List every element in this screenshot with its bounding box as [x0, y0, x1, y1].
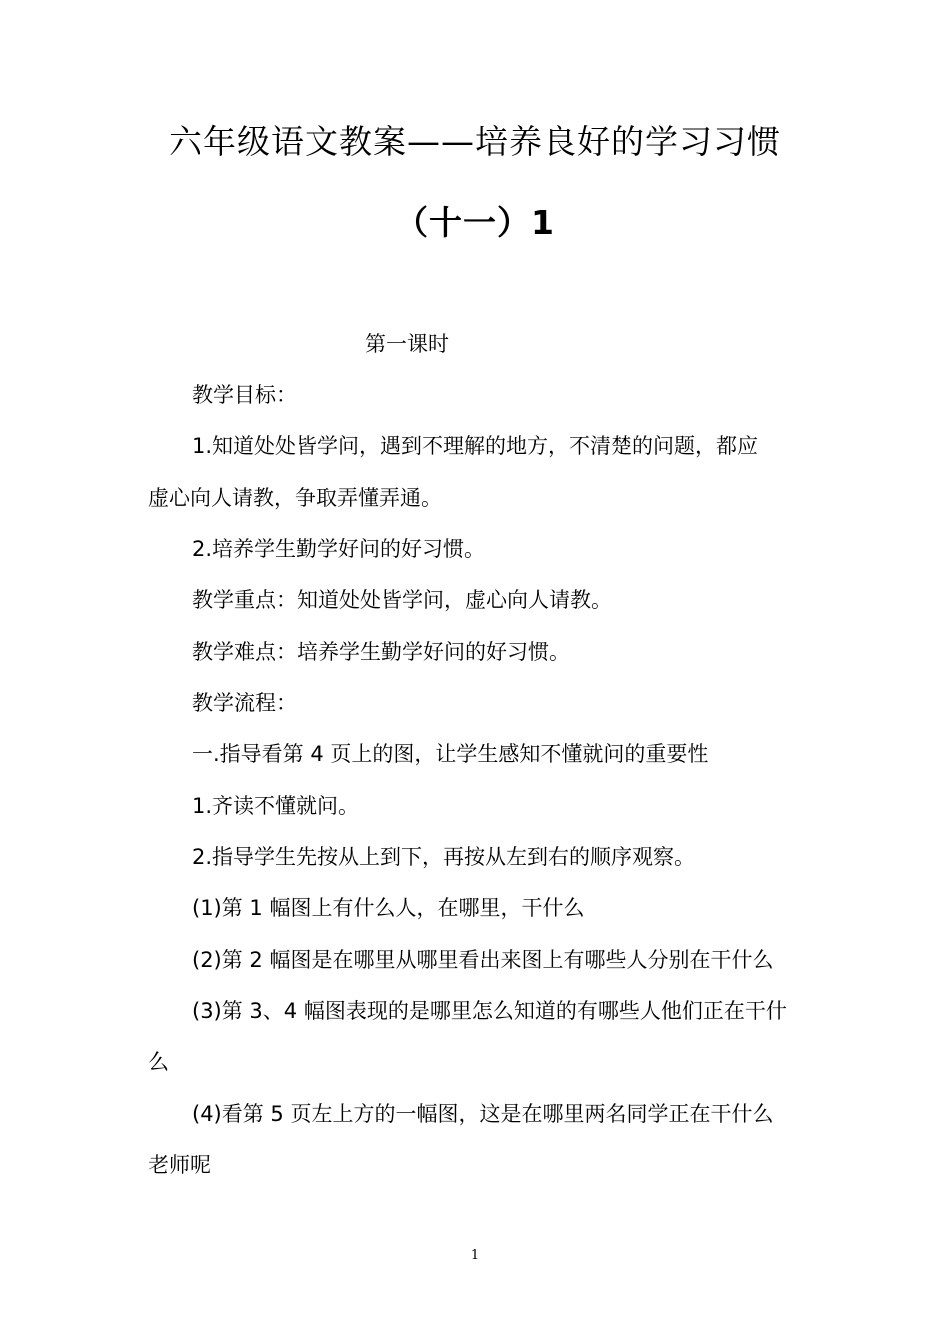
paragraph-line: 一.指导看第 4 页上的图，让学生感知不懂就问的重要性: [192, 742, 709, 766]
teaching-difficulty-line: 教学难点：培养学生勤学好问的好习惯。: [192, 640, 570, 664]
paragraph-line: (3)第 3、4 幅图表现的是哪里怎么知道的有哪些人他们正在干什: [192, 999, 787, 1023]
paragraph-line: 么: [148, 1050, 169, 1074]
teaching-focus-line: 教学重点：知道处处皆学问，虚心向人请教。: [192, 588, 612, 612]
paragraph-line: 2.指导学生先按从上到下，再按从左到右的顺序观察。: [192, 845, 696, 869]
page-number: 1: [470, 1248, 480, 1263]
paragraph-line: (1)第 1 幅图上有什么人，在哪里，干什么: [192, 896, 585, 920]
paragraph-line: (2)第 2 幅图是在哪里从哪里看出来图上有哪些人分别在干什么: [192, 948, 774, 972]
document-title-line-2: （十一）1: [395, 203, 555, 242]
paragraph-line: (4)看第 5 页左上方的一幅图，这是在哪里两名同学正在干什么: [192, 1102, 774, 1126]
lesson-section-heading: 第一课时: [365, 332, 449, 356]
teaching-process-heading: 教学流程：: [192, 691, 297, 715]
document-title-line-1: 六年级语文教案——培养良好的学习习惯: [169, 122, 781, 161]
paragraph-line: 2.培养学生勤学好问的好习惯。: [192, 537, 486, 561]
paragraph-line: 1.知道处处皆学问，遇到不理解的地方，不清楚的问题，都应: [192, 434, 759, 458]
paragraph-line: 老师呢: [148, 1153, 211, 1177]
paragraph-line: 1.齐读不懂就问。: [192, 794, 360, 818]
teaching-goals-heading: 教学目标：: [192, 383, 297, 407]
paragraph-line: 虚心向人请教，争取弄懂弄通。: [148, 486, 442, 510]
